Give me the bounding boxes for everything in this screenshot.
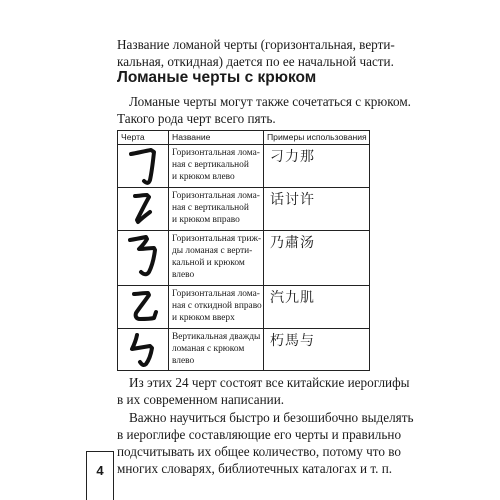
name-line: Вертикальная дважды bbox=[172, 332, 261, 342]
name-line: Горизонтальная лома- bbox=[172, 191, 260, 201]
name-line: ная с вертикальной bbox=[172, 203, 249, 213]
text-line: Ломаные черты могут также сочетаться с крюком. bbox=[129, 94, 411, 109]
name-line: и крюком влево bbox=[172, 172, 235, 182]
name-line: ломаная с крюком bbox=[172, 344, 245, 354]
text-line: кальная, откидная) дается по ее начальной части. bbox=[117, 54, 394, 69]
text-line: подсчитывать их общее количество, потому что во bbox=[117, 444, 401, 459]
strokes-table bbox=[117, 130, 370, 371]
column-header-examples: Примеры использования bbox=[264, 131, 370, 145]
examples-cell: 汽九肌 bbox=[264, 286, 370, 329]
stroke-name-cell bbox=[169, 231, 264, 286]
table-row bbox=[118, 286, 370, 329]
column-header-name: Название bbox=[169, 131, 264, 145]
triple-folded-hook-stroke-icon bbox=[123, 231, 163, 281]
name-line: Горизонтальная лома- bbox=[172, 289, 260, 299]
name-line: кальной и крюком bbox=[172, 258, 245, 268]
examples-cell: 乃肅汤 bbox=[264, 231, 370, 286]
stroke-cell bbox=[118, 188, 169, 231]
stroke-name-cell bbox=[169, 286, 264, 329]
text-line: Из этих 24 черт состоят все китайские иероглифы bbox=[129, 375, 410, 390]
name-line: Горизонтальная триж- bbox=[172, 234, 262, 244]
stroke-name-cell bbox=[169, 145, 264, 188]
intro-paragraph bbox=[117, 36, 399, 70]
column-header-stroke: Черта bbox=[118, 131, 169, 145]
page-number: 4 bbox=[96, 463, 104, 478]
table-row bbox=[118, 231, 370, 286]
text-line: Такого рода черт всего пять. bbox=[117, 111, 276, 126]
stroke-cell bbox=[118, 231, 169, 286]
name-line: и крюком вверх bbox=[172, 313, 235, 323]
page-number-box bbox=[86, 451, 114, 500]
examples-cell: 刁力那 bbox=[264, 145, 370, 188]
vertical-double-folded-hook-stroke-icon bbox=[123, 329, 163, 369]
name-line: ная с вертикальной bbox=[172, 160, 249, 170]
examples-cell: 话讨许 bbox=[264, 188, 370, 231]
table-header-row bbox=[118, 131, 370, 145]
section-title: Ломаные черты с крюком bbox=[117, 69, 317, 86]
stroke-cell bbox=[118, 286, 169, 329]
paragraph-strokes-summary bbox=[117, 374, 410, 408]
stroke-cell bbox=[118, 145, 169, 188]
table-row bbox=[118, 188, 370, 231]
text-line: в иероглифе составляющие его черты и правильно bbox=[117, 427, 402, 442]
text-line: Название ломаной черты (горизонтальная, верти- bbox=[117, 37, 395, 52]
stroke-name-cell bbox=[169, 188, 264, 231]
text-line: Важно научиться быстро и безошибочно выделять bbox=[129, 410, 414, 425]
horizontal-vertical-hook-stroke-icon bbox=[123, 145, 163, 187]
name-line: и крюком вправо bbox=[172, 215, 240, 225]
name-line: ды ломаная с верти- bbox=[172, 246, 253, 256]
text-line: многих словарях, библиотечных каталогах и т. п. bbox=[117, 461, 393, 476]
section-intro-paragraph bbox=[117, 93, 411, 127]
horizontal-vertical-right-hook-stroke-icon bbox=[123, 188, 163, 230]
name-line: влево bbox=[172, 270, 195, 280]
table-row bbox=[118, 145, 370, 188]
examples-cell: 朽馬与 bbox=[264, 329, 370, 371]
text-line: в их современном написании. bbox=[117, 392, 285, 407]
stroke-name-cell bbox=[169, 329, 264, 371]
horizontal-slanted-upward-hook-stroke-icon bbox=[123, 286, 163, 328]
paragraph-counting-strokes bbox=[117, 409, 414, 477]
stroke-cell bbox=[118, 329, 169, 371]
name-line: ная с откидной вправо bbox=[172, 301, 262, 311]
table-row bbox=[118, 329, 370, 371]
name-line: Горизонтальная лома- bbox=[172, 148, 260, 158]
name-line: влево bbox=[172, 356, 195, 366]
